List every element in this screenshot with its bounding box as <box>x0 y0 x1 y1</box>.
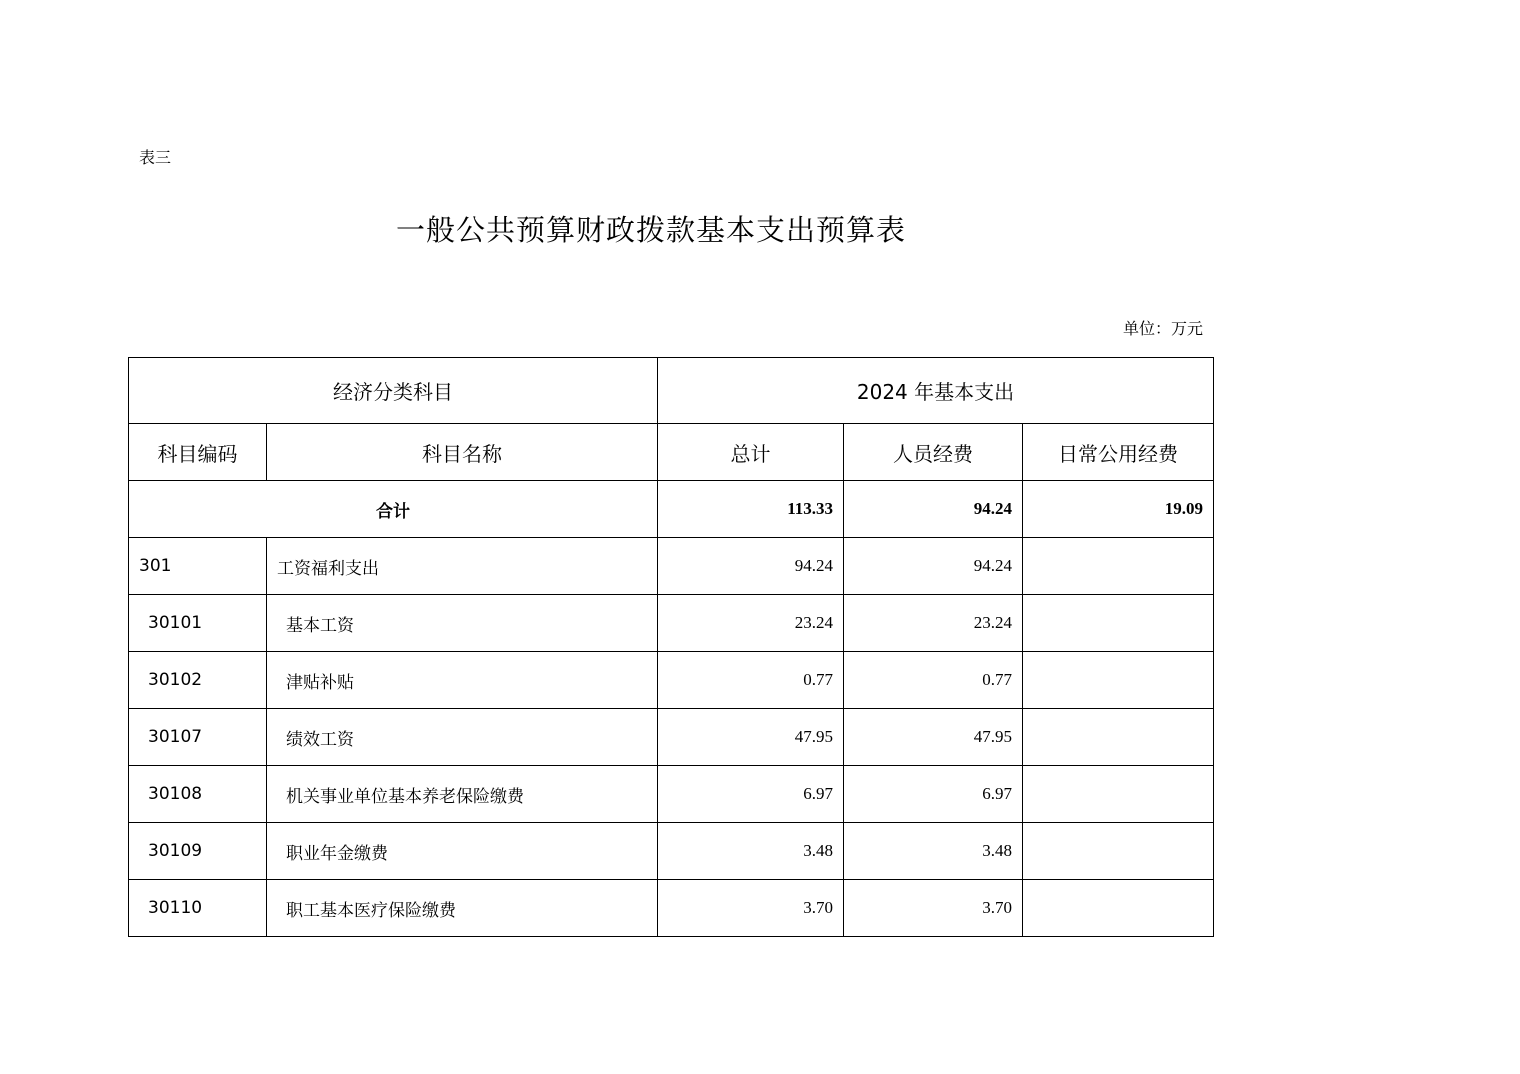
row-total: 3.48 <box>658 823 844 880</box>
table-row <box>129 709 1214 766</box>
row-code: 30110 <box>129 880 267 937</box>
total-row <box>129 481 1214 538</box>
table-row <box>129 595 1214 652</box>
table-row <box>129 766 1214 823</box>
row-public <box>1023 595 1214 652</box>
row-name: 职工基本医疗保险缴费 <box>267 880 658 937</box>
table-row <box>129 823 1214 880</box>
header-total: 总计 <box>658 424 844 481</box>
row-name: 机关事业单位基本养老保险缴费 <box>267 766 658 823</box>
row-name: 津贴补贴 <box>267 652 658 709</box>
row-personnel: 23.24 <box>844 595 1023 652</box>
row-name: 工资福利支出 <box>267 538 658 595</box>
row-name: 绩效工资 <box>267 709 658 766</box>
row-code: 30107 <box>129 709 267 766</box>
row-code: 30109 <box>129 823 267 880</box>
row-personnel: 0.77 <box>844 652 1023 709</box>
row-public <box>1023 709 1214 766</box>
header-group-row <box>129 358 1214 424</box>
row-code: 30108 <box>129 766 267 823</box>
header-column-row <box>129 424 1214 481</box>
row-public <box>1023 766 1214 823</box>
row-total: 47.95 <box>658 709 844 766</box>
row-total: 0.77 <box>658 652 844 709</box>
row-code: 30101 <box>129 595 267 652</box>
row-name: 基本工资 <box>267 595 658 652</box>
header-subject-code: 科目编码 <box>129 424 267 481</box>
row-total: 23.24 <box>658 595 844 652</box>
row-public <box>1023 652 1214 709</box>
table-row <box>129 880 1214 937</box>
total-personnel: 94.24 <box>844 481 1023 538</box>
row-total: 3.70 <box>658 880 844 937</box>
table-row <box>129 652 1214 709</box>
table-label: 表三 <box>139 148 172 167</box>
row-code: 30102 <box>129 652 267 709</box>
row-code: 301 <box>129 538 267 595</box>
row-public <box>1023 880 1214 937</box>
header-personnel-expense: 人员经费 <box>844 424 1023 481</box>
header-economic-classification: 经济分类科目 <box>129 358 658 424</box>
unit-note: 单位：万元 <box>1122 319 1203 338</box>
row-name: 职业年金缴费 <box>267 823 658 880</box>
row-total: 94.24 <box>658 538 844 595</box>
header-public-expense: 日常公用经费 <box>1023 424 1214 481</box>
row-personnel: 47.95 <box>844 709 1023 766</box>
page-title: 一般公共预算财政拨款基本支出预算表 <box>396 213 907 247</box>
row-personnel: 3.48 <box>844 823 1023 880</box>
budget-table <box>128 357 1214 937</box>
row-public <box>1023 538 1214 595</box>
row-personnel: 3.70 <box>844 880 1023 937</box>
total-label: 合计 <box>129 481 658 538</box>
table-row <box>129 538 1214 595</box>
row-personnel: 94.24 <box>844 538 1023 595</box>
row-personnel: 6.97 <box>844 766 1023 823</box>
total-public: 19.09 <box>1023 481 1214 538</box>
total-amount: 113.33 <box>658 481 844 538</box>
row-public <box>1023 823 1214 880</box>
header-basic-expenditure: 2024 年基本支出 <box>658 358 1214 424</box>
row-total: 6.97 <box>658 766 844 823</box>
header-subject-name: 科目名称 <box>267 424 658 481</box>
